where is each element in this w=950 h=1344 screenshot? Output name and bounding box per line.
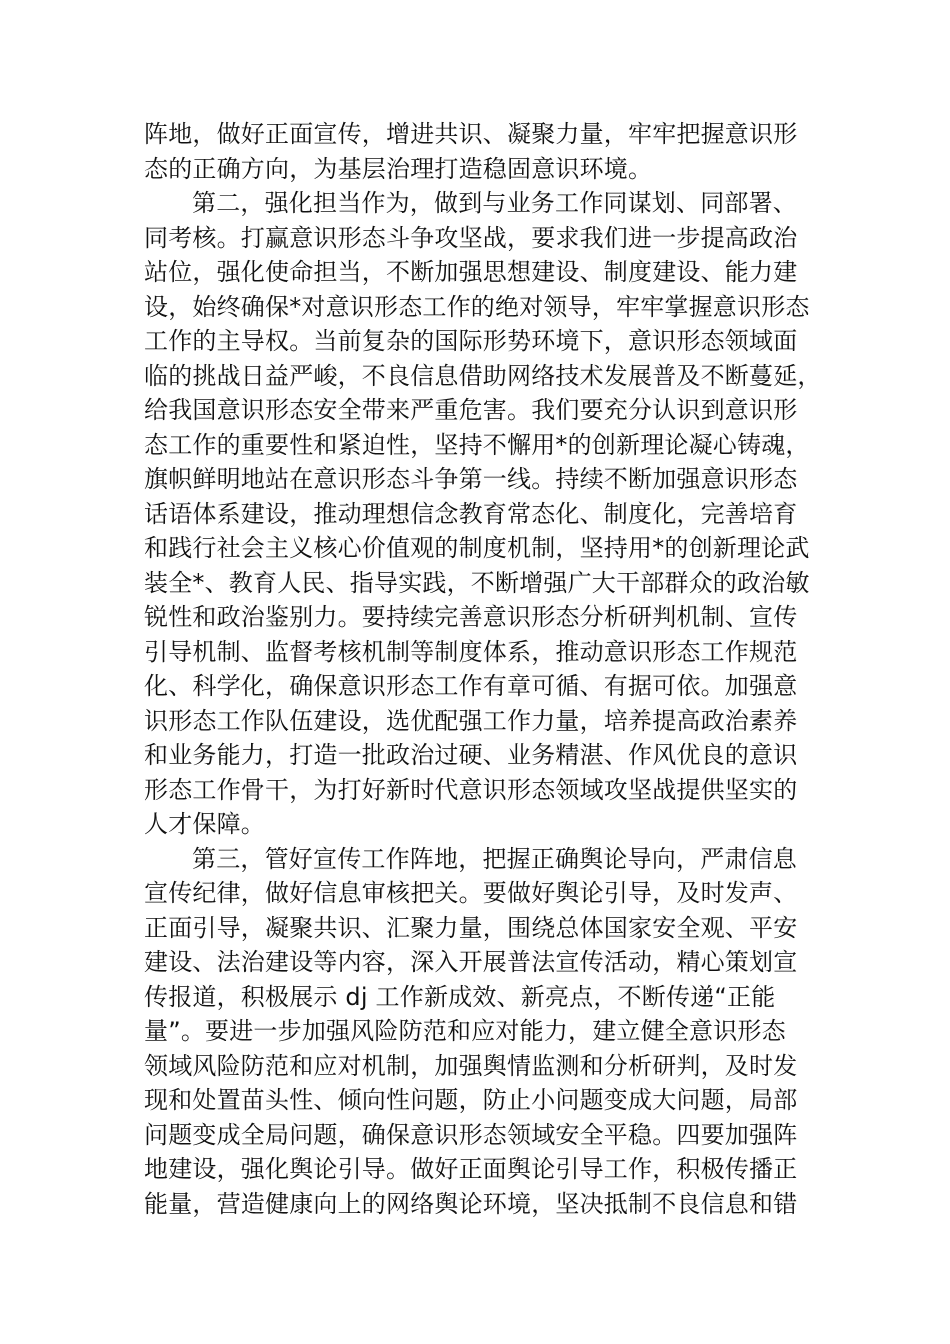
text-line: 阵地，做好正面宣传，增进共识、凝聚力量，牢牢把握意识形 xyxy=(144,120,798,148)
text-line: 态工作的重要性和紧迫性，坚持不懈用*的创新理论凝心铸魂， xyxy=(144,430,810,459)
body-text xyxy=(144,117,822,1221)
text-line: 装全*、教育人民、指导实践，不断增强广大干部群众的政治敏 xyxy=(144,568,810,597)
text-line: 引导机制、监督考核机制等制度体系，推动意识形态工作规范 xyxy=(144,637,798,666)
text-line: 正面引导，凝聚共识、汇聚力量，围绕总体国家安全观、平安 xyxy=(144,913,798,942)
text-line: 识形态工作队伍建设，选优配强工作力量，培养提高政治素养 xyxy=(144,706,798,735)
text-line: 问题变成全局问题，确保意识形态领域安全平稳。四要加强阵 xyxy=(144,1120,798,1149)
text-line: 站位，强化使命担当，不断加强思想建设、制度建设、能力建 xyxy=(144,258,798,286)
text-line: 建设、法治建设等内容，深入开展普法宣传活动，精心策划宣 xyxy=(144,948,798,976)
text-line: 给我国意识形态安全带来严重危害。我们要充分认识到意识形 xyxy=(144,396,798,424)
text-line: 和践行社会主义核心价值观的制度机制，坚持用*的创新理论武 xyxy=(144,534,810,562)
text-line: 话语体系建设，推动理想信念教育常态化、制度化，完善培育 xyxy=(144,499,798,528)
text-line: 旗帜鲜明地站在意识形态斗争第一线。持续不断加强意识形态 xyxy=(144,465,798,493)
paragraph-start-line: 第三，管好宣传工作阵地，把握正确舆论导向，严肃信息 xyxy=(192,844,797,873)
text-line: 量”。要进一步加强风险防范和应对能力，建立健全意识形态 xyxy=(144,1017,786,1045)
text-line: 工作的主导权。当前复杂的国际形势环境下，意识形态领域面 xyxy=(144,327,798,355)
text-line: 设，始终确保*对意识形态工作的绝对领导，牢牢掌握意识形态 xyxy=(144,292,810,321)
text-line: 现和处置苗头性、倾向性问题，防止小问题变成大问题，局部 xyxy=(144,1086,798,1114)
text-line: 态的正确方向，为基层治理打造稳固意识环境。 xyxy=(144,154,653,183)
text-line: 地建设，强化舆论引导。做好正面舆论引导工作，积极传播正 xyxy=(144,1155,798,1183)
text-line: 和业务能力，打造一批政治过硬、业务精湛、作风优良的意识 xyxy=(144,741,798,769)
text-line: 人才保障。 xyxy=(144,810,265,838)
text-line: 临的挑战日益严峻，不良信息借助网络技术发展普及不断蔓延， xyxy=(144,361,822,390)
text-line: 传报道，积极展示 dj 工作新成效、新亮点，不断传递“正能 xyxy=(144,982,776,1011)
text-line: 同考核。打赢意识形态斗争攻坚战，要求我们进一步提高政治 xyxy=(144,223,798,252)
text-line: 锐性和政治鉴别力。要持续完善意识形态分析研判机制、宣传 xyxy=(144,603,798,631)
text-line: 领域风险防范和应对机制，加强舆情监测和分析研判，及时发 xyxy=(144,1051,798,1080)
text-line: 能量，营造健康向上的网络舆论环境，坚决抵制不良信息和错 xyxy=(144,1189,798,1218)
paragraph-start-line: 第二，强化担当作为，做到与业务工作同谋划、同部署、 xyxy=(192,189,797,217)
text-line: 宣传纪律，做好信息审核把关。要做好舆论引导，及时发声、 xyxy=(144,879,798,907)
text-line: 化、科学化，确保意识形态工作有章可循、有据可依。加强意 xyxy=(144,672,798,700)
text-line: 形态工作骨干，为打好新时代意识形态领域攻坚战提供坚实的 xyxy=(144,775,798,804)
